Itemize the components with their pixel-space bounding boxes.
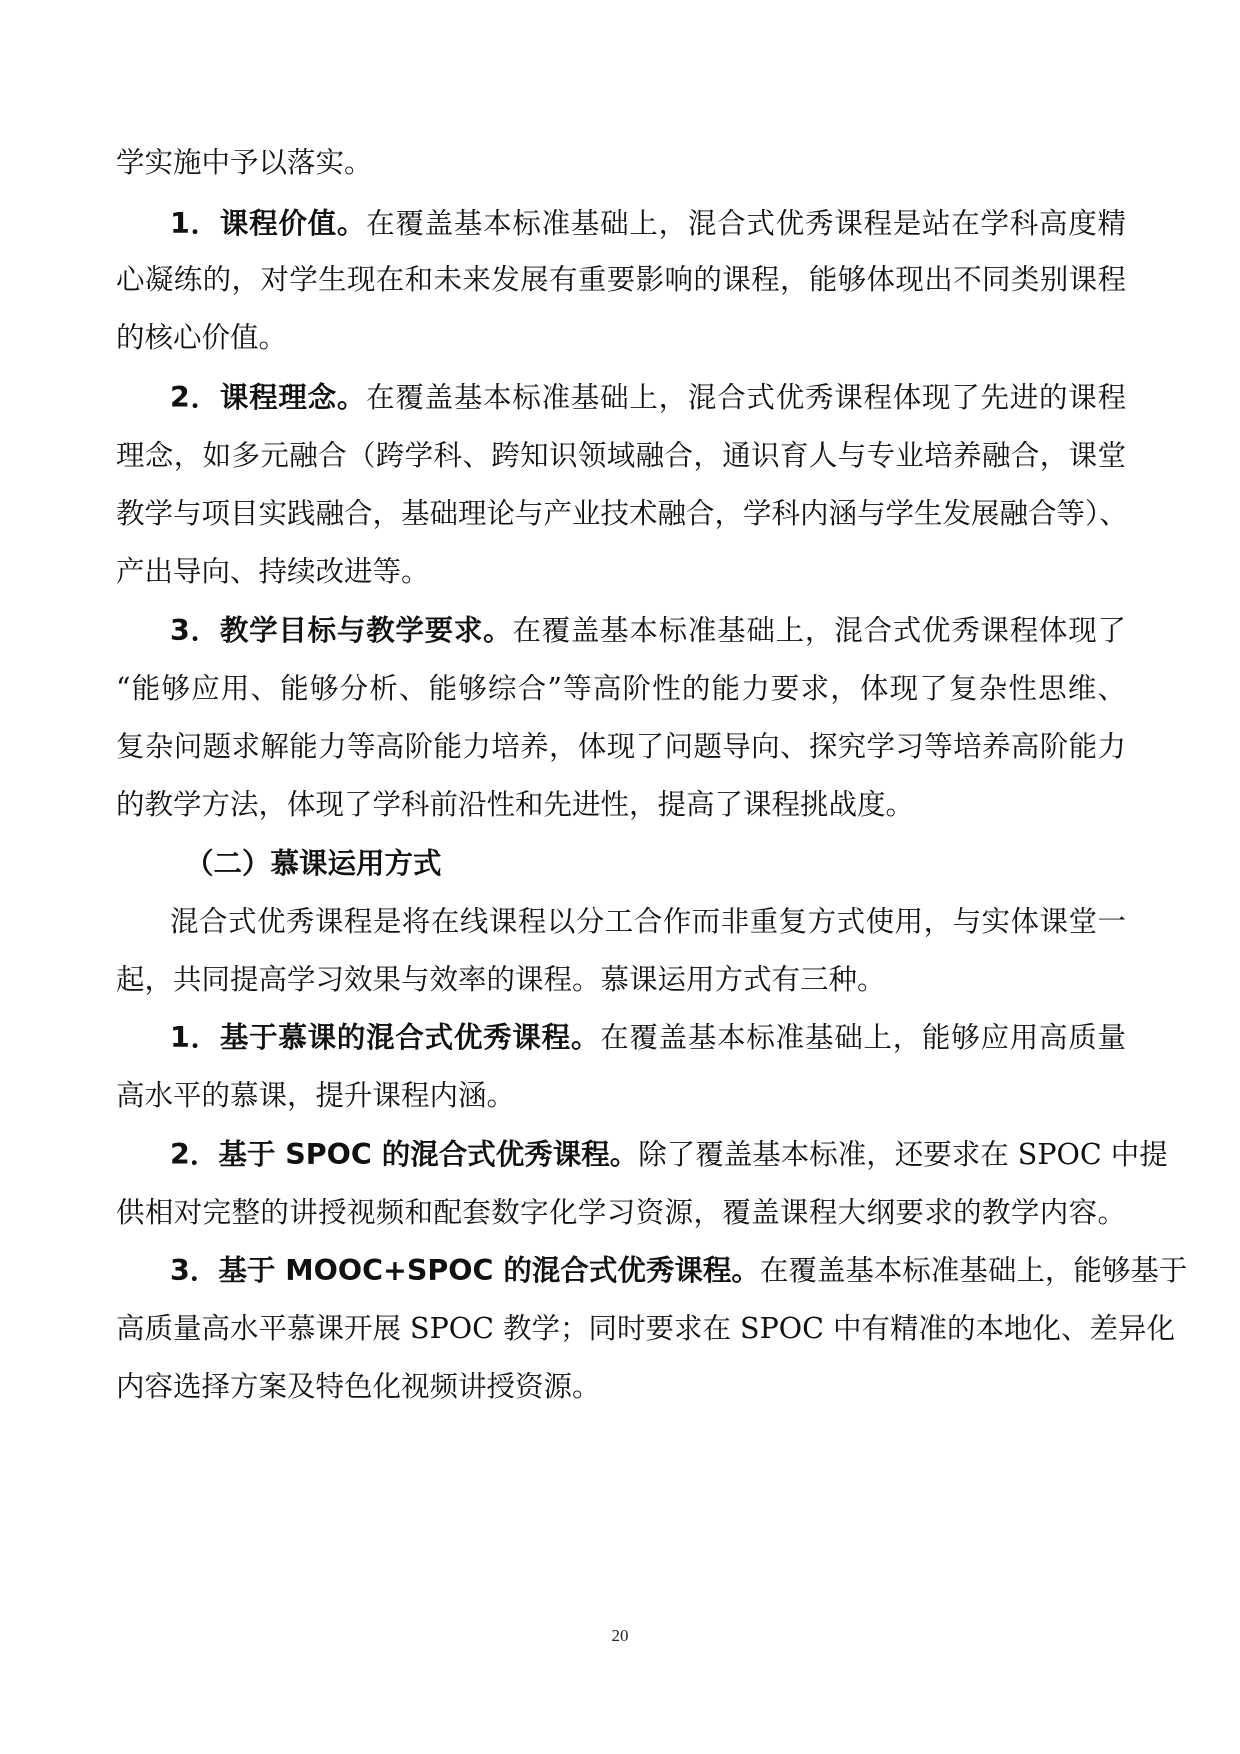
text: “能够应用、能够分析、能够综合”等高阶性的能力要求，体现了复杂性思维、 (116, 672, 1126, 705)
bold-lead: 1．课程价值。 (170, 207, 367, 240)
paragraph-teaching-goals (170, 611, 1126, 651)
text: 高水平的慕课，提升课程内涵。 (116, 1079, 516, 1112)
paragraph-line (116, 318, 1126, 358)
paragraph-line (116, 960, 1126, 1000)
text: 除了覆盖基本标准，还要求在 SPOC 中提 (638, 1138, 1168, 1171)
text: 的核心价值。 (116, 321, 288, 354)
text: 在覆盖基本标准基础上，能够基于 (759, 1254, 1188, 1287)
paragraph-line (116, 143, 1126, 183)
paragraph-course-value (170, 204, 1126, 244)
paragraph-line (116, 785, 1126, 825)
text: 教学与项目实践融合，基础理论与产业技术融合，学科内涵与学生发展融合等）、 (116, 497, 1128, 530)
paragraph-line (116, 494, 1126, 534)
heading-text: （二）慕课运用方式 (185, 847, 442, 880)
paragraph-mooc-based (170, 1018, 1126, 1058)
paragraph-line (116, 436, 1126, 476)
text: 在覆盖基本标准基础上，能够应用高质量 (600, 1021, 1126, 1054)
text: 产出导向、持续改进等。 (116, 555, 430, 588)
page-number: 20 (611, 1626, 629, 1645)
paragraph-spoc-based (170, 1135, 1168, 1175)
paragraph-line (116, 1367, 1126, 1407)
text: 在覆盖基本标准基础上，混合式优秀课程体现了 (512, 614, 1126, 647)
bold-lead: 2．课程理念。 (170, 381, 367, 414)
text: 在覆盖基本标准基础上，混合式优秀课程体现了先进的课程 (366, 381, 1126, 414)
text: 起，共同提高学习效果与效率的课程。慕课运用方式有三种。 (116, 963, 886, 996)
bold-lead: 1．基于慕课的混合式优秀课程。 (170, 1021, 601, 1054)
text: 理念，如多元融合（跨学科、跨知识领域融合，通识育人与专业培养融合，课堂 (116, 439, 1126, 472)
paragraph-line (116, 727, 1126, 767)
section-heading (185, 844, 1085, 884)
bold-lead: 3．教学目标与教学要求。 (170, 614, 513, 647)
paragraph-line (116, 1309, 1175, 1349)
text: 高质量高水平慕课开展 SPOC 教学；同时要求在 SPOC 中有精准的本地化、差异化 (116, 1312, 1175, 1345)
text: 心凝练的，对学生现在和未来发展有重要影响的课程，能够体现出不同类别课程 (116, 263, 1126, 296)
text: 复杂问题求解能力等高阶能力培养，体现了问题导向、探究学习等培养高阶能力 (116, 730, 1126, 763)
bold-lead: 3．基于 MOOC+SPOC 的混合式优秀课程。 (170, 1254, 760, 1287)
text: 内容选择方案及特色化视频讲授资源。 (116, 1370, 601, 1403)
bold-lead: 2．基于 SPOC 的混合式优秀课程。 (170, 1138, 639, 1171)
text: 在覆盖基本标准基础上，混合式优秀课程是站在学科高度精 (366, 207, 1126, 240)
paragraph-line (116, 669, 1126, 709)
paragraph-line (116, 1076, 1126, 1116)
text: 供相对完整的讲授视频和配套数字化学习资源，覆盖课程大纲要求的教学内容。 (116, 1196, 1126, 1229)
paragraph-line (116, 1193, 1126, 1233)
paragraph-mooc-spoc-based (170, 1251, 1188, 1291)
paragraph-line (116, 260, 1126, 300)
paragraph-course-concept (170, 378, 1126, 418)
paragraph-line (116, 552, 1126, 592)
paragraph-mooc-usage (170, 902, 1126, 942)
text: 学实施中予以落实。 (116, 146, 373, 179)
text: 的教学方法，体现了学科前沿性和先进性，提高了课程挑战度。 (116, 788, 915, 821)
text: 混合式优秀课程是将在线课程以分工合作而非重复方式使用，与实体课堂一 (170, 905, 1126, 938)
